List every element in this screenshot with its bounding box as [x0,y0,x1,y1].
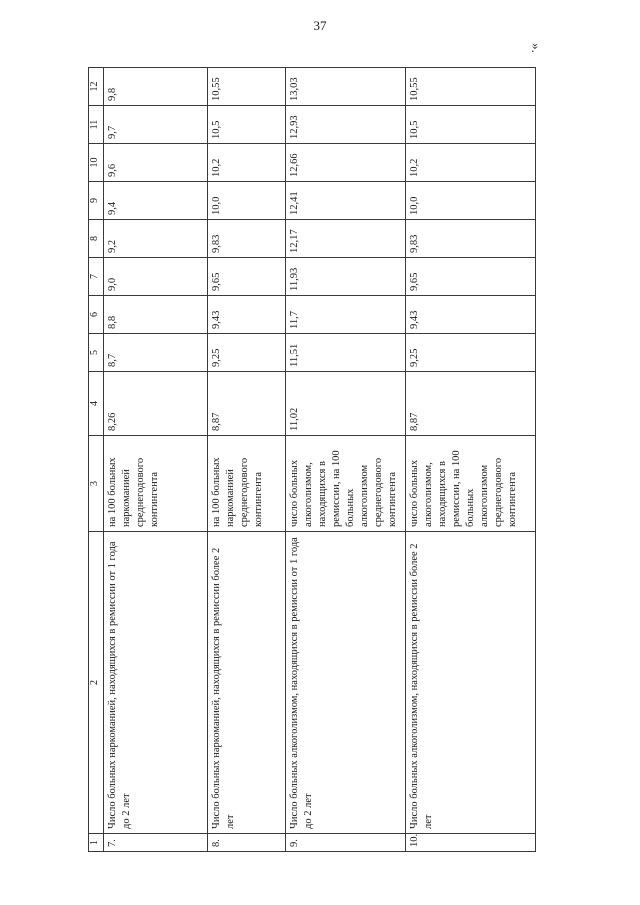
value-cell: 10,55 [406,68,536,106]
value-cell: 10,2 [208,144,286,182]
indicator-name-cell: Число больных наркоманией, находящихся в ремиссии от 1 года до 2 лет [104,532,208,834]
value-cell: 11,93 [286,258,406,296]
column-number-cell: 10 [89,144,104,182]
column-number-cell: 1 [89,834,104,852]
value-cell: 10,55 [208,68,286,106]
value-cell: 8,26 [104,372,208,436]
indicator-name-cell: Число больных алкоголизмом, находящихся в ремиссии более 2 лет [406,532,536,834]
value-cell: 9,43 [406,296,536,334]
table-row [104,68,208,852]
value-cell: 10,0 [406,182,536,220]
column-number-cell: 2 [89,532,104,834]
value-cell: 9,25 [406,334,536,372]
value-cell: 11,7 [286,296,406,334]
column-number-cell: 8 [89,220,104,258]
value-cell: 12,66 [286,144,406,182]
column-number-cell: 3 [89,436,104,532]
value-cell: 9,83 [208,220,286,258]
row-index-cell: 8. [208,834,286,852]
value-cell: 8,87 [406,372,536,436]
corner-mark: ». [528,43,544,53]
value-cell: 8,87 [208,372,286,436]
unit-cell: число больных алкоголизмом, находящихся в ремиссии, на 100 больных алкоголизмом среднегодового контингента [286,436,406,532]
value-cell: 8,8 [104,296,208,334]
unit-cell: на 100 больных наркоманией среднегодового контингента [208,436,286,532]
value-cell: 8,7 [104,334,208,372]
column-number-cell: 4 [89,372,104,436]
value-cell: 11,51 [286,334,406,372]
table-row [286,68,406,852]
page-number: 37 [313,18,327,33]
indicator-name-cell: Число больных алкоголизмом, находящихся в ремиссии от 1 года до 2 лет [286,532,406,834]
column-number-cell: 7 [89,258,104,296]
value-cell: 12,17 [286,220,406,258]
column-number-cell: 11 [89,106,104,144]
value-cell: 9,83 [406,220,536,258]
row-index-cell: 10. [406,834,536,852]
row-index-cell: 7. [104,834,208,852]
indicators-table [88,67,536,852]
value-cell: 13,03 [286,68,406,106]
column-number-row [89,68,104,852]
value-cell: 11,02 [286,372,406,436]
column-number-cell: 5 [89,334,104,372]
value-cell: 9,43 [208,296,286,334]
column-number-cell: 9 [89,182,104,220]
column-number-cell: 12 [89,68,104,106]
value-cell: 9,65 [406,258,536,296]
value-cell: 9,65 [208,258,286,296]
value-cell: 10,5 [406,106,536,144]
value-cell: 9,25 [208,334,286,372]
value-cell: 12,41 [286,182,406,220]
value-cell: 9,4 [104,182,208,220]
value-cell: 9,6 [104,144,208,182]
value-cell: 9,2 [104,220,208,258]
value-cell: 10,2 [406,144,536,182]
table-row [208,68,286,852]
unit-cell: число больных алкоголизмом, находящихся в ремиссии, на 100 больных алкоголизмом среднегодового контингента [406,436,536,532]
value-cell: 10,0 [208,182,286,220]
column-number-cell: 6 [89,296,104,334]
value-cell: 9,7 [104,106,208,144]
value-cell: 12,93 [286,106,406,144]
indicator-name-cell: Число больных наркоманией, находящихся в ремиссии более 2 лет [208,532,286,834]
value-cell: 9,8 [104,68,208,106]
value-cell: 9,0 [104,258,208,296]
value-cell: 10,5 [208,106,286,144]
table-row [406,68,536,852]
table-body [89,68,536,852]
unit-cell: на 100 больных наркоманией среднегодового контингента [104,436,208,532]
row-index-cell: 9. [286,834,406,852]
